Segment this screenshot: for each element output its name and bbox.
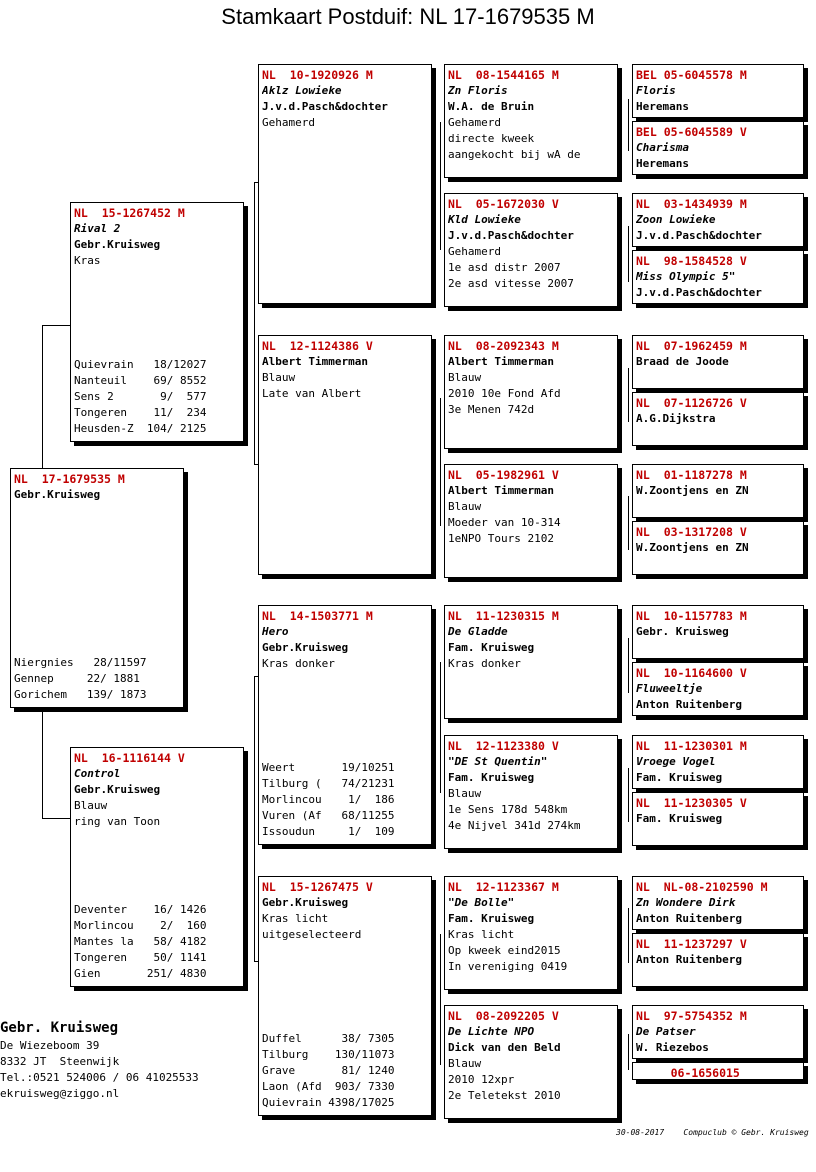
- pigeon-info-line: Kras licht: [448, 928, 515, 941]
- breeder-name: W. Riezebos: [636, 1041, 709, 1054]
- breeder-name: Anton Ruitenberg: [636, 953, 742, 966]
- ring-number: NL 12-1123380 V: [448, 739, 559, 753]
- pigeon-info-line: 3e Menen 742d: [448, 403, 535, 416]
- pigeon-info-line: Kras licht: [262, 912, 329, 925]
- pigeon-name: Charisma: [636, 141, 689, 154]
- pigeon-card-mmf: [444, 876, 618, 990]
- connector: [628, 368, 629, 422]
- result-line: Niergnies 28/11597: [14, 656, 147, 669]
- pigeon-info-line: Blauw: [448, 1057, 482, 1070]
- pigeon-card-g3: [632, 193, 804, 247]
- breeder-name: A.G.Dijkstra: [636, 412, 716, 425]
- pigeon-card-g10: [632, 662, 804, 716]
- ring-number: NL 17-1679535 M: [14, 472, 125, 486]
- pigeon-name: Vroege Vogel: [636, 755, 716, 768]
- breeder-name: Anton Ruitenberg: [636, 698, 742, 711]
- ring-number: NL 05-1982961 V: [448, 468, 559, 482]
- connector: [42, 325, 71, 326]
- pigeon-info-line: 1e asd distr 2007: [448, 261, 561, 274]
- pigeon-info-line: Blauw: [262, 371, 296, 384]
- breeder-name: Gebr.Kruisweg: [262, 641, 349, 654]
- connector: [440, 398, 441, 526]
- result-line: Vuren (Af 68/11255: [262, 809, 395, 822]
- result-line: Gien 251/ 4830: [74, 967, 207, 980]
- ring-number: NL 03-1434939 M: [636, 197, 747, 211]
- pigeon-name: Hero: [262, 625, 289, 638]
- ring-number: NL 07-1962459 M: [636, 339, 747, 353]
- result-line: Quievrain 4398/17025: [262, 1096, 395, 1109]
- result-line: Laon (Afd 903/ 7330: [262, 1080, 395, 1093]
- ring-number: NL 12-1124386 V: [262, 339, 373, 353]
- ring-number: NL 15-1267452 M: [74, 206, 185, 220]
- ring-number: NL 10-1920926 M: [262, 68, 373, 82]
- pigeon-card-fm: [258, 335, 432, 575]
- pigeon-name: Kld Lowieke: [448, 213, 521, 226]
- pigeon-info-line: Blauw: [448, 371, 482, 384]
- breeder-name: Anton Ruitenberg: [636, 912, 742, 925]
- breeder-name: Gebr.Kruisweg: [262, 896, 349, 909]
- pigeon-info-line: In vereniging 0419: [448, 960, 568, 973]
- result-line: Grave 81/ 1240: [262, 1064, 395, 1077]
- ring-number: BEL 05-6045578 M: [636, 68, 747, 82]
- result-line: Nanteuil 69/ 8552: [74, 374, 207, 387]
- breeder-name: J.v.d.Pasch&dochter: [448, 229, 574, 242]
- footer-credit: 30-08-2017 Compuclub © Gebr. Kruisweg: [616, 1128, 809, 1137]
- connector: [628, 1034, 629, 1070]
- connector: [254, 676, 255, 961]
- results-list: [74, 902, 206, 982]
- breeder-name: J.v.d.Pasch&dochter: [636, 286, 762, 299]
- pigeon-card-g6: [632, 392, 804, 446]
- pigeon-card-g11: [632, 735, 804, 789]
- ring-number: NL 14-1503771 M: [262, 609, 373, 623]
- breeder-name: Gebr. Kruisweg: [636, 625, 729, 638]
- pigeon-card-g15: [632, 1005, 804, 1059]
- pigeon-info-line: Kras donker: [448, 657, 521, 670]
- breeder-name: Gebr.Kruisweg: [74, 238, 161, 251]
- owner-city-line: 8332 JT Steenwijk: [0, 1055, 120, 1068]
- pigeon-name: Zn Floris: [448, 84, 508, 97]
- pigeon-name: Zoon Lowieke: [636, 213, 716, 226]
- result-line: Quievrain 18/12027: [74, 358, 207, 371]
- connector: [628, 496, 629, 550]
- breeder-name: J.v.d.Pasch&dochter: [262, 100, 388, 113]
- pigeon-info-line: 4e Nijvel 341d 274km: [448, 819, 581, 832]
- result-line: Duffel 38/ 7305: [262, 1032, 395, 1045]
- result-line: Mantes la 58/ 4182: [74, 935, 207, 948]
- breeder-name: W.Zoontjens en ZN: [636, 484, 749, 497]
- ring-number: NL 15-1267475 V: [262, 880, 373, 894]
- pigeon-info-line: Gehamerd: [262, 116, 315, 129]
- pigeon-info-line: ring van Toon: [74, 815, 161, 828]
- pigeon-name: Miss Olympic 5": [636, 270, 736, 283]
- connector: [628, 638, 629, 693]
- results-list: [74, 357, 206, 437]
- result-line: Tilburg 130/11073: [262, 1048, 395, 1061]
- pigeon-name: Aklz Lowieke: [262, 84, 342, 97]
- ring-number: NL 08-2092343 M: [448, 339, 559, 353]
- pigeon-info-line: Moeder van 10-314: [448, 516, 561, 529]
- pigeon-card-g2: [632, 121, 804, 175]
- pigeon-card-fmm: [444, 464, 618, 578]
- owner-block: [0, 1018, 199, 1102]
- pigeon-info-line: directe kweek: [448, 132, 535, 145]
- ring-number: NL 08-2092205 V: [448, 1009, 559, 1023]
- ring-number: NL 12-1123367 M: [448, 880, 559, 894]
- ring-number: NL 11-1237297 V: [636, 937, 747, 951]
- result-line: Morlincou 2/ 160: [74, 919, 207, 932]
- breeder-name: Albert Timmerman: [448, 355, 554, 368]
- result-line: Gennep 22/ 1881: [14, 672, 140, 685]
- pigeon-card-father: [70, 202, 244, 442]
- pigeon-name: "De Bolle": [448, 896, 515, 909]
- pigeon-name: Fluweeltje: [636, 682, 703, 695]
- breeder-name: Fam. Kruisweg: [636, 771, 723, 784]
- ring-number: 06-1656015: [636, 1066, 740, 1080]
- pigeon-info-line: Gehamerd: [448, 116, 501, 129]
- pigeon-info-line: Late van Albert: [262, 387, 362, 400]
- connector: [440, 122, 441, 250]
- ring-number: NL 10-1164600 V: [636, 666, 747, 680]
- connector: [42, 325, 43, 468]
- ring-number: NL 16-1116144 V: [74, 751, 185, 765]
- pigeon-info-line: Blauw: [448, 500, 482, 513]
- pigeon-card-fff: [444, 64, 618, 178]
- breeder-name: Fam. Kruisweg: [448, 771, 535, 784]
- pigeon-info-line: 2e asd vitesse 2007: [448, 277, 574, 290]
- connector: [254, 182, 255, 464]
- connector: [628, 768, 629, 822]
- breeder-name: Heremans: [636, 100, 689, 113]
- result-line: Issoudun 1/ 109: [262, 825, 395, 838]
- pigeon-info-line: Gehamerd: [448, 245, 501, 258]
- pigeon-card-g5: [632, 335, 804, 389]
- pigeon-info-line: Blauw: [448, 787, 482, 800]
- pigeon-name: De Lichte NPO: [448, 1025, 535, 1038]
- pigeon-card-g4: [632, 250, 804, 304]
- pigeon-card-subject: [10, 468, 184, 708]
- ring-number: BEL 05-6045589 V: [636, 125, 747, 139]
- pigeon-name: Floris: [636, 84, 676, 97]
- pigeon-card-mff: [444, 605, 618, 719]
- pigeon-info-line: 1eNPO Tours 2102: [448, 532, 554, 545]
- connector: [628, 99, 629, 151]
- owner-phone-line: Tel.:0521 524006 / 06 41025533: [0, 1071, 199, 1084]
- connector: [440, 662, 441, 793]
- results-list: [262, 1031, 394, 1111]
- result-line: Heusden-Z 104/ 2125: [74, 422, 207, 435]
- pigeon-name: De Patser: [636, 1025, 696, 1038]
- ring-number: NL 08-1544165 M: [448, 68, 559, 82]
- ring-number: NL 11-1230305 V: [636, 796, 747, 810]
- breeder-name: Braad de Joode: [636, 355, 729, 368]
- pigeon-card-g14: [632, 933, 804, 987]
- connector: [440, 934, 441, 1065]
- pigeon-card-mf: [258, 605, 432, 845]
- pigeon-name: De Gladde: [448, 625, 508, 638]
- breeder-name: Gebr.Kruisweg: [14, 488, 101, 501]
- pigeon-card-g8: [632, 521, 804, 575]
- breeder-name: Albert Timmerman: [262, 355, 368, 368]
- pigeon-card-g16: [632, 1062, 804, 1080]
- connector: [628, 908, 629, 963]
- results-list: [262, 760, 394, 840]
- ring-number: NL 11-1230315 M: [448, 609, 559, 623]
- ring-number: NL 07-1126726 V: [636, 396, 747, 410]
- result-line: Sens 2 9/ 577: [74, 390, 207, 403]
- pigeon-info-line: 2010 12xpr: [448, 1073, 515, 1086]
- pigeon-card-ff: [258, 64, 432, 304]
- pigeon-info-line: Kras donker: [262, 657, 335, 670]
- breeder-name: Gebr.Kruisweg: [74, 783, 161, 796]
- pigeon-card-g13: [632, 876, 804, 930]
- connector: [42, 708, 43, 818]
- result-line: Tongeren 50/ 1141: [74, 951, 207, 964]
- ring-number: NL 10-1157783 M: [636, 609, 747, 623]
- result-line: Weert 19/10251: [262, 761, 395, 774]
- pigeon-name: Rival 2: [74, 222, 121, 235]
- pigeon-card-mm: [258, 876, 432, 1116]
- page-title: Stamkaart Postduif: NL 17-1679535 M: [221, 4, 595, 29]
- ring-number: NL 97-5754352 M: [636, 1009, 747, 1023]
- results-list: [14, 655, 146, 703]
- breeder-name: Heremans: [636, 157, 689, 170]
- connector: [628, 226, 629, 282]
- ring-number: NL 98-1584528 V: [636, 254, 747, 268]
- breeder-name: Dick van den Beld: [448, 1041, 561, 1054]
- ring-number: NL 01-1187278 M: [636, 468, 747, 482]
- breeder-name: W.Zoontjens en ZN: [636, 541, 749, 554]
- result-line: Deventer 16/ 1426: [74, 903, 207, 916]
- breeder-name: W.A. de Bruin: [448, 100, 535, 113]
- pigeon-info-line: 2e Teletekst 2010: [448, 1089, 561, 1102]
- result-line: Gorichem 139/ 1873: [14, 688, 147, 701]
- breeder-name: Fam. Kruisweg: [448, 641, 535, 654]
- pigeon-info-line: Blauw: [74, 799, 108, 812]
- pigeon-info-line: 2010 10e Fond Afd: [448, 387, 561, 400]
- pigeon-card-g1: [632, 64, 804, 118]
- pigeon-info-line: Kras: [74, 254, 101, 267]
- breeder-name: Albert Timmerman: [448, 484, 554, 497]
- pigeon-card-ffm: [444, 193, 618, 307]
- owner-address-line: De Wiezeboom 39: [0, 1039, 100, 1052]
- breeder-name: J.v.d.Pasch&dochter: [636, 229, 762, 242]
- pigeon-name: Zn Wondere Dirk: [636, 896, 736, 909]
- ring-number: NL 05-1672030 V: [448, 197, 559, 211]
- pigeon-card-mmm: [444, 1005, 618, 1119]
- pigeon-card-mother: [70, 747, 244, 987]
- pigeon-card-g12: [632, 792, 804, 846]
- connector: [42, 818, 71, 819]
- pigeon-info-line: uitgeselecteerd: [262, 928, 362, 941]
- ring-number: NL 03-1317208 V: [636, 525, 747, 539]
- pigeon-card-g9: [632, 605, 804, 659]
- pigeon-card-mfm: [444, 735, 618, 849]
- pigeon-name: Control: [74, 767, 121, 780]
- result-line: Tilburg ( 74/21231: [262, 777, 395, 790]
- pigeon-card-g7: [632, 464, 804, 518]
- pigeon-card-fmf: [444, 335, 618, 449]
- owner-email-line: ekruisweg@ziggo.nl: [0, 1087, 120, 1100]
- owner-name: Gebr. Kruisweg: [0, 1020, 119, 1036]
- ring-number: NL NL-08-2102590 M: [636, 880, 768, 894]
- pigeon-info-line: aangekocht bij wA de: [448, 148, 581, 161]
- pigeon-name: "DE St Quentin": [448, 755, 548, 768]
- pigeon-info-line: Op kweek eind2015: [448, 944, 561, 957]
- result-line: Morlincou 1/ 186: [262, 793, 395, 806]
- result-line: Tongeren 11/ 234: [74, 406, 207, 419]
- pigeon-info-line: 1e Sens 178d 548km: [448, 803, 568, 816]
- breeder-name: Fam. Kruisweg: [636, 812, 723, 825]
- ring-number: NL 11-1230301 M: [636, 739, 747, 753]
- breeder-name: Fam. Kruisweg: [448, 912, 535, 925]
